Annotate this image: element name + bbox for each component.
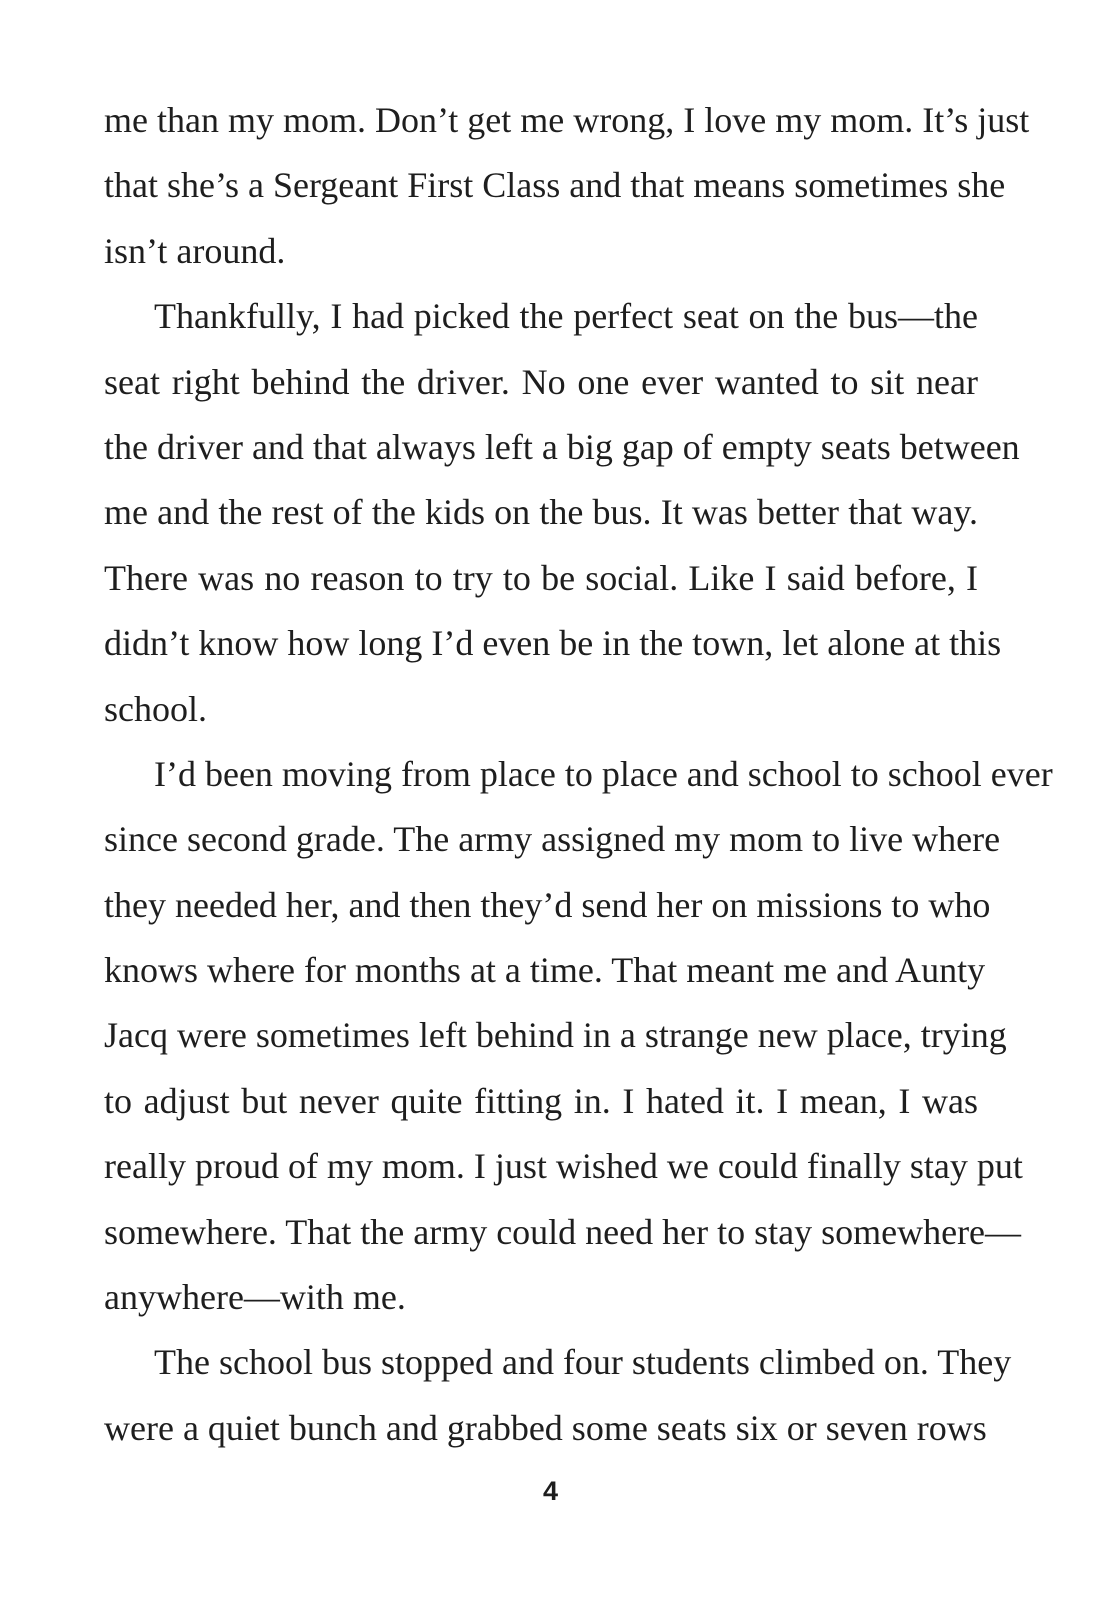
- text-line: the driver and that always left a big gap of empty seats between: [104, 426, 1020, 467]
- text-line: they needed her, and then they’d send her on missions to who: [104, 884, 991, 925]
- text-line: since second grade. The army assigned my mom to live where: [104, 819, 1001, 860]
- text-line: There was no reason to try to be social. Like I said before, I: [104, 557, 978, 598]
- text-line: Jacq were sometimes left behind in a strange new place, trying: [104, 1015, 1007, 1056]
- text-line: isn’t around.: [104, 230, 286, 271]
- text-line: that she’s a Sergeant First Class and that means sometimes she: [104, 165, 1006, 206]
- body-text: [104, 88, 1053, 1461]
- text-line: knows where for months at a time. That meant me and Aunty: [104, 950, 986, 991]
- text-line: to adjust but never quite fitting in. I hated it. I mean, I was: [104, 1080, 978, 1121]
- text-line: anywhere—with me.: [104, 1277, 406, 1318]
- page-number: 4: [542, 1476, 559, 1506]
- text-line: were a quiet bunch and grabbed some seats six or seven rows: [104, 1407, 987, 1448]
- text-line: seat right behind the driver. No one ever wanted to sit near: [104, 361, 978, 402]
- text-line: me than my mom. Don’t get me wrong, I love my mom. It’s just: [104, 100, 1030, 140]
- text-line: I’d been moving from place to place and school to school ever: [154, 753, 1053, 794]
- text-line: The school bus stopped and four students climbed on. They: [154, 1342, 1012, 1383]
- text-line: really proud of my mom. I just wished we could finally stay put: [104, 1146, 1023, 1187]
- text-line: didn’t know how long I’d even be in the town, let alone at this: [104, 623, 1002, 664]
- text-line: Thankfully, I had picked the perfect seat on the bus—the: [154, 296, 978, 337]
- text-line: me and the rest of the kids on the bus. It was better that way.: [104, 492, 978, 533]
- text-line: school.: [104, 688, 207, 729]
- text-line: somewhere. That the army could need her to stay somewhere—: [104, 1211, 1022, 1252]
